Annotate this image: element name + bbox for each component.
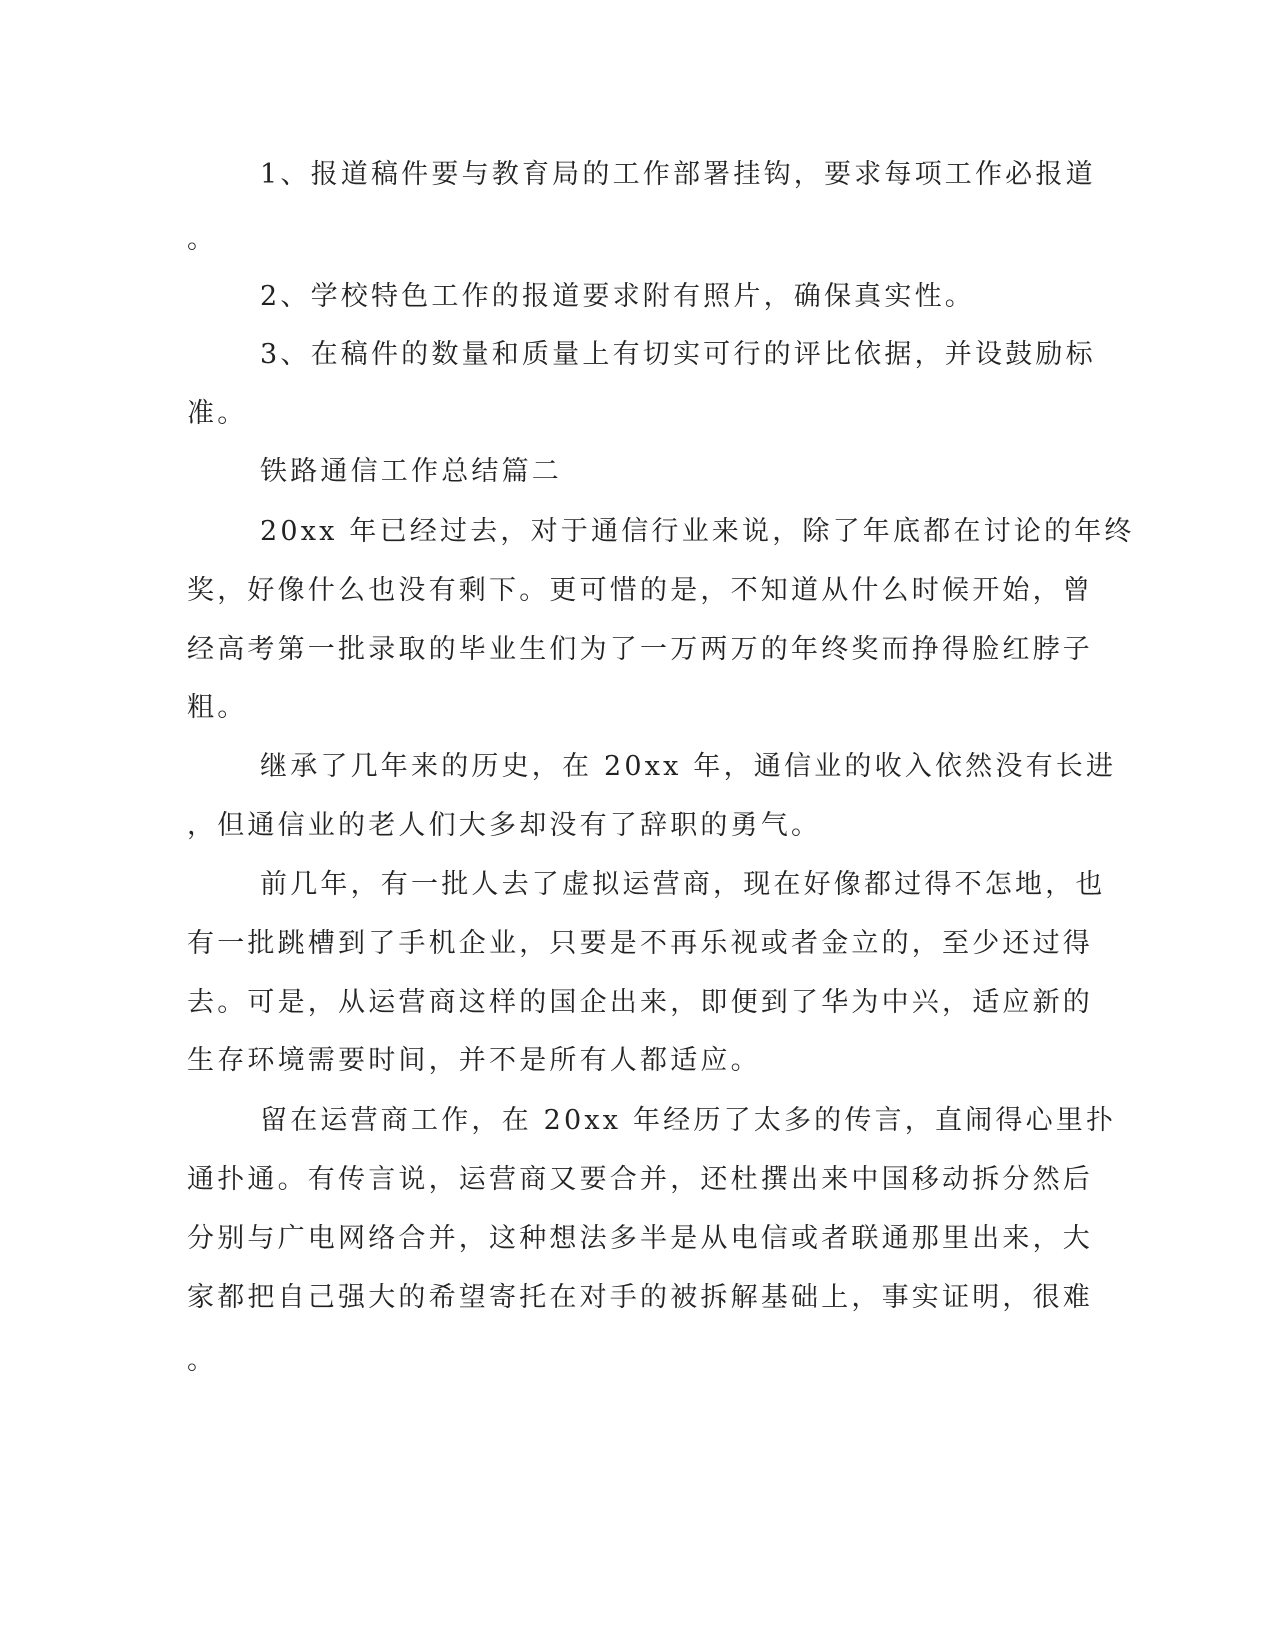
text-line: 1、报道稿件要与教育局的工作部署挂钩，要求每项工作必报道 bbox=[260, 159, 1096, 190]
text-line: 2、学校特色工作的报道要求附有照片，确保真实性。 bbox=[260, 281, 975, 312]
section-heading: 铁路通信工作总结篇二 bbox=[260, 456, 562, 487]
text-line: 分别与广电网络合并，这种想法多半是从电信或者联通那里出来，大 bbox=[187, 1223, 1093, 1254]
text-line: 20xx 年已经过去，对于通信行业来说，除了年底都在讨论的年终 bbox=[260, 516, 1135, 547]
text-line: 。 bbox=[187, 224, 218, 255]
text-line: 。 bbox=[187, 1345, 218, 1376]
text-line: ，但通信业的老人们大多却没有了辞职的勇气。 bbox=[187, 810, 822, 841]
text-line: 去。可是，从运营商这样的国企出来，即便到了华为中兴，适应新的 bbox=[187, 987, 1093, 1018]
text-line: 有一批跳槽到了手机企业，只要是不再乐视或者金立的，至少还过得 bbox=[187, 928, 1093, 959]
text-line: 继承了几年来的历史，在 20xx 年，通信业的收入依然没有长进 bbox=[260, 751, 1117, 782]
text-line: 粗。 bbox=[187, 692, 248, 723]
text-line: 奖，好像什么也没有剩下。更可惜的是，不知道从什么时候开始，曾 bbox=[187, 575, 1093, 606]
text-line: 留在运营商工作，在 20xx 年经历了太多的传言，直闹得心里扑 bbox=[260, 1105, 1117, 1136]
text-line: 通扑通。有传言说，运营商又要合并，还杜撰出来中国移动拆分然后 bbox=[187, 1164, 1093, 1195]
text-line: 生存环境需要时间，并不是所有人都适应。 bbox=[187, 1045, 761, 1076]
text-line: 家都把自己强大的希望寄托在对手的被拆解基础上，事实证明，很难 bbox=[187, 1282, 1093, 1313]
text-line: 准。 bbox=[187, 398, 248, 429]
text-line: 前几年，有一批人去了虚拟运营商，现在好像都过得不怎地，也 bbox=[260, 869, 1106, 900]
text-line: 3、在稿件的数量和质量上有切实可行的评比依据，并设鼓励标 bbox=[260, 339, 1096, 370]
text-line: 经高考第一批录取的毕业生们为了一万两万的年终奖而挣得脸红脖子 bbox=[187, 634, 1093, 665]
